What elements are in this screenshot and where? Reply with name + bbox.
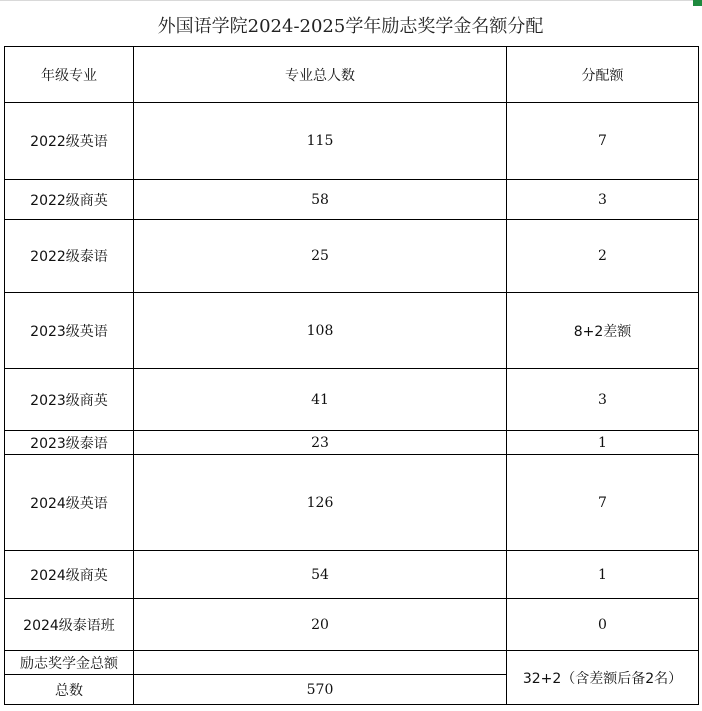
total-quota-empty-cell[interactable]	[134, 651, 507, 675]
total-cell[interactable]: 23	[134, 431, 507, 455]
quota-cell[interactable]: 1	[507, 551, 699, 599]
header-cell-major[interactable]: 年级专业	[5, 47, 134, 103]
allocation-table	[4, 46, 699, 705]
selection-marker	[693, 0, 702, 6]
header-cell-total[interactable]: 专业总人数	[134, 47, 507, 103]
major-cell[interactable]: 2024级泰语班	[5, 599, 134, 651]
table-row	[5, 599, 699, 651]
top-gridline	[0, 0, 702, 1]
total-cell[interactable]: 58	[134, 180, 507, 220]
total-cell[interactable]: 115	[134, 103, 507, 180]
summary-row-quota	[5, 651, 699, 675]
quota-cell[interactable]: 7	[507, 455, 699, 551]
quota-cell[interactable]: 1	[507, 431, 699, 455]
major-cell[interactable]: 2023级英语	[5, 293, 134, 369]
major-cell[interactable]: 2024级商英	[5, 551, 134, 599]
total-cell[interactable]: 54	[134, 551, 507, 599]
quota-cell[interactable]: 8+2差额	[507, 293, 699, 369]
table-row	[5, 455, 699, 551]
total-cell[interactable]: 41	[134, 369, 507, 431]
total-cell[interactable]: 20	[134, 599, 507, 651]
table-row	[5, 103, 699, 180]
table-row	[5, 220, 699, 293]
major-cell[interactable]: 2022级商英	[5, 180, 134, 220]
major-cell[interactable]: 2023级商英	[5, 369, 134, 431]
table-row	[5, 293, 699, 369]
quota-cell[interactable]: 7	[507, 103, 699, 180]
table-row	[5, 180, 699, 220]
header-row	[5, 47, 699, 103]
total-quota-value[interactable]: 32+2（含差额后备2名）	[507, 651, 699, 705]
table-row	[5, 551, 699, 599]
header-cell-quota[interactable]: 分配额	[507, 47, 699, 103]
quota-cell[interactable]: 3	[507, 180, 699, 220]
total-cell[interactable]: 25	[134, 220, 507, 293]
total-quota-label[interactable]: 励志奖学金总额	[5, 651, 134, 675]
major-cell[interactable]: 2023级泰语	[5, 431, 134, 455]
quota-cell[interactable]: 2	[507, 220, 699, 293]
quota-cell[interactable]: 0	[507, 599, 699, 651]
total-cell[interactable]: 108	[134, 293, 507, 369]
major-cell[interactable]: 2022级泰语	[5, 220, 134, 293]
total-students-value[interactable]: 570	[134, 675, 507, 705]
major-cell[interactable]: 2022级英语	[5, 103, 134, 180]
table-row	[5, 431, 699, 455]
major-cell[interactable]: 2024级英语	[5, 455, 134, 551]
quota-cell[interactable]: 3	[507, 369, 699, 431]
total-cell[interactable]: 126	[134, 455, 507, 551]
sheet-title[interactable]: 外国语学院2024-2025学年励志奖学金名额分配	[157, 16, 544, 37]
total-label[interactable]: 总数	[5, 675, 134, 705]
table-row	[5, 369, 699, 431]
